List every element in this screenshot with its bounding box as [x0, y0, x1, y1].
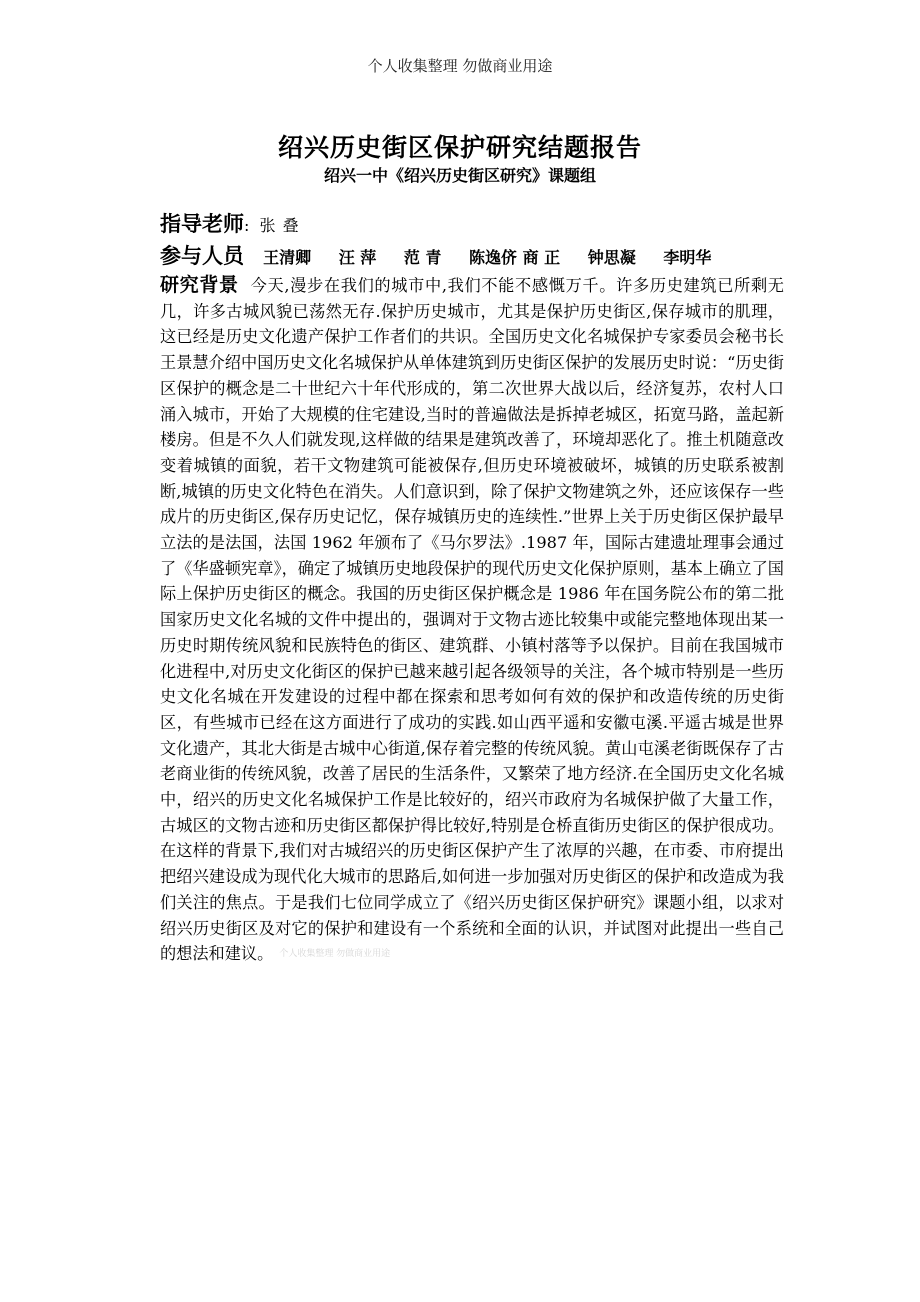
- member-name: 陈逸侪 商 正: [469, 248, 561, 267]
- member-name: 范 青: [403, 248, 442, 267]
- report-title: 绍兴历史街区保护研究结题报告: [277, 133, 642, 162]
- members-row: [160, 240, 711, 270]
- members-list: [263, 248, 711, 267]
- background-paragraph: [160, 273, 784, 968]
- inline-watermark: 个人收集整理 勿做商业用途: [279, 948, 391, 959]
- members-label: 参与人员: [160, 244, 244, 268]
- teacher-name: 张 叠: [259, 216, 300, 235]
- teacher-row: [160, 208, 300, 238]
- member-name: 李明华: [663, 248, 712, 267]
- member-name: 钟思凝: [587, 248, 636, 267]
- member-name: 王清卿: [263, 248, 312, 267]
- header-note: 个人收集整理 勿做商业用途: [367, 57, 553, 75]
- background-label: 研究背景: [160, 274, 239, 296]
- member-name: 汪 萍: [338, 248, 377, 267]
- report-subtitle: 绍兴一中《绍兴历史街区研究》课题组: [323, 166, 596, 185]
- teacher-label: 指导老师: [160, 212, 244, 236]
- background-text: 今天,漫步在我们的城市中,我们不能不感慨万千。许多历史建筑已所剩无几，许多古城风貌已荡然无存.保护历史城市，尤其是保护历史街区,保存城市的肌理，这已经是历史文化遗产保护工作者们的共识。全国历史文化名城保护专家委员会秘书长王景慧介绍中国历史文化名城保护从单体建筑到历史街区保护的发展历史时说：“历史街区保护的概念是二十世纪六十年代形成的，第二次世界大战以后，经济复苏，农村人口涌入城市，开始了大规模的住宅建设,当时的普遍做法是拆掉老城区，拓宽马路，盖起新楼房。但是不久人们就发现,这样做的结果是建筑改善了，环境却恶化了。推土机随意改变着城镇的面貌，若干文物建筑可能被保存,但历史环境被破坏，城镇的历史联系被割断,城镇的历史文化特色在消失。人们意识到，除了保护文物建筑之外，还应该保存一些成片的历史街区,保存历史记忆，保存城镇历史的连续性.”世界上关于历史街区保护最早立法的是法国，法国 1962 年颁布了《马尔罗法》.1987 年，国际古建遗址理事会通过了《华盛顿宪章》，确定了城镇历史地段保护的现代历史文化保护原则，基本上确立了国际上保护历史街区的概念。我国的历史街区保护概念是 1986 年在国务院公布的第二批国家历史文化名城的文件中提出的，强调对于文物古迹比较集中或能完整地体现出某一历史时期传统风貌和民族特色的街区、建筑群、小镇村落等予以保护。目前在我国城市化进程中,对历史文化街区的保护已越来越引起各级领导的关注，各个城市特别是一些历史文化名城在开发建设的过程中都在探索和思考如何有效的保护和改造传统的历史街区，有些城市已经在这方面进行了成功的实践.如山西平遥和安徽屯溪.平遥古城是世界文化遗产，其北大街是古城中心街道,保存着完整的传统风貌。黄山屯溪老街既保存了古老商业街的传统风貌，改善了居民的生活条件，又繁荣了地方经济.在全国历史文化名城中，绍兴的历史文化名城保护工作是比较好的，绍兴市政府为名城保护做了大量工作，古城区的文物古迹和历史街区都保护得比较好,特别是仓桥直街历史街区的保护很成功。在这样的背景下,我们对古城绍兴的历史街区保护产生了浓厚的兴趣，在市委、市府提出把绍兴建设成为现代化大城市的思路后,如何进一步加强对历史街区的保护和改造成为我们关注的焦点。于是我们七位同学成立了《绍兴历史街区保护研究》课题小组，以求对绍兴历史街区及对它的保护和建设有一个系统和全面的认识，并试图对此提出一些自己的想法和建议。: [160, 276, 784, 964]
- teacher-colon: :: [244, 216, 251, 235]
